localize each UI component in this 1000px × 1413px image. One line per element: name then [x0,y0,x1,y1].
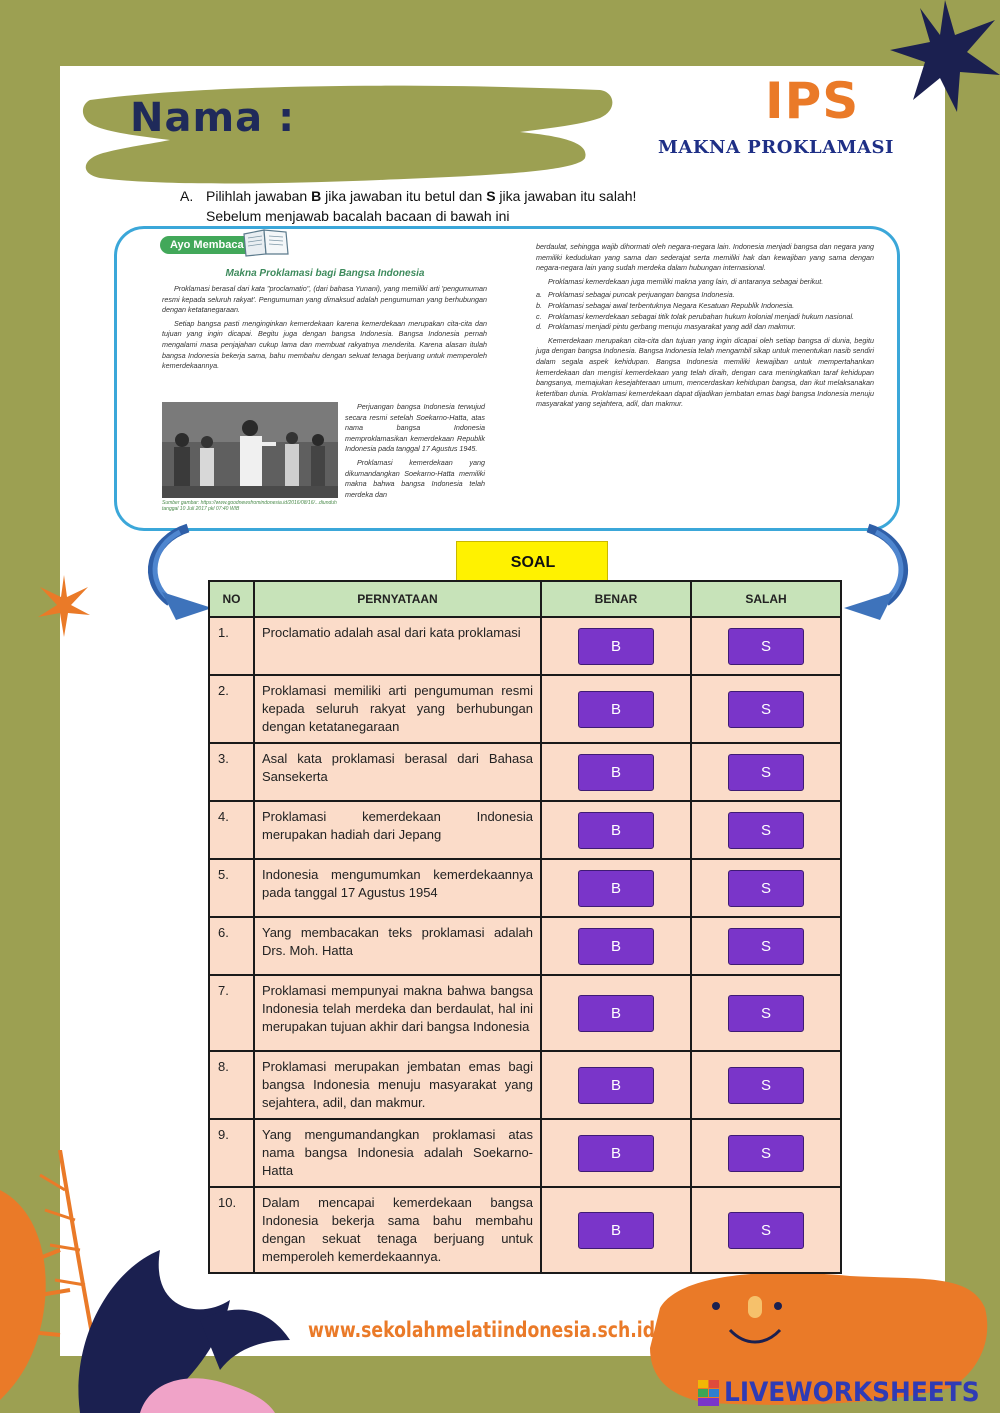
table-row [209,743,841,801]
reading-list-item [536,312,874,323]
salah-cell [691,1051,841,1119]
row-number: 10. [209,1187,254,1273]
liveworksheets-brand[interactable]: LIVEWORKSHEETS [724,1377,980,1408]
reading-paragraph: Proklamasi kemerdekaan yang dikumandangkan Soekarno-Hatta memiliki makna bahwa bangsa Indonesia telah merdeka dan [345,457,485,499]
list-key: c. [536,311,542,321]
row-statement: Proklamasi kemerdekaan Indonesia merupakan hadiah dari Jepang [254,801,541,859]
benar-button[interactable]: B [578,691,654,728]
orange-star-decoration-icon [38,575,90,637]
table-row [209,1051,841,1119]
table-row [209,1119,841,1187]
reading-column-2 [536,242,874,413]
salah-button[interactable]: S [728,928,804,965]
header-benar: BENAR [541,581,691,617]
salah-cell [691,675,841,743]
photo-caption: Sumber gambar: https://www.goodnewsfromindonesia.id/2016/08/16/...diunduh tanggal 10 Juli 2017 pkl 07:40 WIB [162,500,337,512]
row-number: 9. [209,1119,254,1187]
website-link: www.sekolahmelatiindonesia.sch.id [308,1318,656,1342]
salah-cell [691,917,841,975]
salah-button[interactable]: S [728,1212,804,1249]
table-row [209,859,841,917]
table-row [209,1187,841,1273]
instruction-text: jika jawaban itu betul dan [321,188,487,204]
row-number: 3. [209,743,254,801]
proklamasi-photo [162,402,338,498]
benar-cell [541,1187,691,1273]
row-statement: Proklamasi merupakan jembatan emas bagi bangsa Indonesia menuju masyarakat yang sejahtera, adil, dan makmur. [254,1051,541,1119]
benar-cell [541,917,691,975]
reading-list-item [536,290,874,301]
salah-cell [691,743,841,801]
curved-arrow-right-icon [836,520,916,620]
benar-cell [541,675,691,743]
salah-cell [691,859,841,917]
reading-list-item [536,322,874,333]
book-icon [240,228,292,258]
instruction-line-2: Sebelum menjawab bacalah bacaan di bawah ini [206,208,510,224]
row-number: 1. [209,617,254,675]
benar-button[interactable]: B [578,812,654,849]
benar-button[interactable]: B [578,1212,654,1249]
salah-cell [691,801,841,859]
benar-button[interactable]: B [578,870,654,907]
table-row [209,917,841,975]
row-statement: Indonesia mengumumkan kemerdekaannya pada tanggal 17 Agustus 1954 [254,859,541,917]
table-row [209,801,841,859]
salah-cell [691,1187,841,1273]
liveworksheets-logo-icon [698,1380,720,1406]
benar-cell [541,617,691,675]
benar-cell [541,859,691,917]
salah-button[interactable]: S [728,870,804,907]
header-pernyataan: PERNYATAAN [254,581,541,617]
reading-column-1 [162,284,487,375]
salah-button[interactable]: S [728,1135,804,1172]
salah-button[interactable]: S [728,1067,804,1104]
reading-paragraph: berdaulat, sehingga wajib dihormati oleh negara-negara lain. Indonesia menjadi bangsa dan negara yang memiliki kedudukan yang sama dan sederajat serta memiliki hak dan kewajiban yang sama dengan negara-negara lain yang sudah merdeka dalam hubungan internasional. [536,242,874,273]
list-key: d. [536,322,542,332]
row-number: 8. [209,1051,254,1119]
row-statement: Proklamasi memiliki arti pengumuman resmi kepada seluruh rakyat yang berhubungan dengan ketatanegaraan [254,675,541,743]
instruction [180,186,636,226]
reading-paragraph: Kemerdekaan merupakan cita-cita dan tujuan yang ingin dicapai oleh setiap bangsa di dunia, begitu juga dengan bangsa Indonesia. Bangsa Indonesia telah mengambil sikap untuk menentukan nasib sendiri dalam segala aspek kehidupan. Bangsa Indonesia memiliki kewajiban untuk mempertahankan kemerdekaan dan mengisi kemerdekaan yang telah diraih, dengan cara meningkatkan taraf kehidupan bangsanya, memajukan kesejahteraan umum, mencerdaskan kehidupan bangsa, dan ikut melaksanakan ketertiban dunia. Proklamasi kemerdekaan dapat dijadikan jembatan emas bagi bangsa Indonesia menuju masyarakat yang sejahtera, adil, dan makmur. [536,335,874,409]
instruction-line-1 [180,186,636,206]
table-header-row [209,581,841,617]
list-text: Proklamasi sebagai awal terbentuknya Negara Kesatuan Republik Indonesia. [548,300,795,310]
benar-cell [541,1051,691,1119]
row-number: 7. [209,975,254,1051]
list-key: b. [536,300,542,310]
row-number: 2. [209,675,254,743]
benar-cell [541,743,691,801]
row-statement: Asal kata proklamasi berasal dari Bahasa Sansekerta [254,743,541,801]
row-statement: Yang mengumandangkan proklamasi atas nama bangsa Indonesia adalah Soekarno-Hatta [254,1119,541,1187]
reading-paragraph: Setiap bangsa pasti menginginkan kemerdekaan karena kemerdekaan merupakan cita-cita dan tujuan yang ingin dicapai. Begitu juga dengan bangsa Indonesia. Bangsa Indonesia pernah mengalami masa penjajahan cukup lama dan membuat rakyatnya menderita. Karena alasan itulah bangsa Indonesia bekerja sama, bahu membahu dengan sekuat tenaga berjuang untuk memperoleh kemerdekaannya. [162,318,487,371]
instruction-b: B [311,188,322,204]
photo-illustration [162,402,338,498]
reading-title: Makna Proklamasi bagi Bangsa Indonesia [225,268,425,279]
row-number: 6. [209,917,254,975]
topic-title: MAKNA PROKLAMASI [658,137,894,158]
salah-button[interactable]: S [728,812,804,849]
benar-button[interactable]: B [578,928,654,965]
soal-label-tag [456,541,608,583]
benar-button[interactable]: B [578,628,654,665]
row-number: 4. [209,801,254,859]
row-statement: Yang membacakan teks proklamasi adalah Drs. Moh. Hatta [254,917,541,975]
salah-button[interactable]: S [728,628,804,665]
list-key: a. [536,290,542,300]
benar-cell [541,1119,691,1187]
list-text: Proklamasi menjadi pintu gerbang menuju masyarakat yang adil dan makmur. [548,322,796,332]
instruction-text: Pilihlah jawaban [206,188,312,204]
reading-paragraph: Proklamasi berasal dari kata "proclamatio", (dari bahasa Yunani), yang memiliki arti 'pengumuman resmi kepada seluruh rakyat'. Pengumuman yang dimaksud adalah pengumuman yang berhubungan dengan ketatanegaraan. [162,284,487,315]
list-text: Proklamasi sebagai puncak perjuangan bangsa Indonesia. [548,290,735,300]
header-no: NO [209,581,254,617]
instruction-s: S [486,188,496,204]
salah-button[interactable]: S [728,995,804,1032]
row-statement: Proklamasi mempunyai makna bahwa bangsa Indonesia telah merdeka dan berdaulat, hal ini merupakan tujuan akhir dari bangsa Indonesia [254,975,541,1051]
reading-paragraph: Proklamasi kemerdekaan juga memiliki makna yang lain, di antaranya sebagai berikut. [548,276,824,286]
row-statement: Dalam mencapai kemerdekaan bangsa Indonesia bekerja sama bahu membahu dengan sekuat tenaga berjuang untuk memperoleh kemerdekaannya. [254,1187,541,1273]
row-number: 5. [209,859,254,917]
question-table [208,580,842,1274]
reading-list-item [536,301,874,312]
salah-button[interactable]: S [728,691,804,728]
salah-cell [691,975,841,1051]
table-row [209,617,841,675]
soal-label: SOAL [510,554,556,571]
instruction-text: jika jawaban itu salah! [495,188,637,204]
salah-cell [691,617,841,675]
benar-cell [541,801,691,859]
star-decoration-icon [885,0,1000,115]
subject-title: IPS [765,72,860,130]
header-salah: SALAH [691,581,841,617]
table-row [209,675,841,743]
reading-column-1b [345,402,485,503]
name-label: Nama : [130,95,296,141]
table-row [209,975,841,1051]
list-text: Proklamasi kemerdekaan sebagai titik tolak perubahan hukum kolonial menjadi hukum nasional. [548,311,855,321]
salah-button[interactable]: S [728,754,804,791]
instruction-letter: A. [180,188,194,204]
row-statement: Proclamatio adalah asal dari kata proklamasi [254,617,541,675]
ayo-membaca-badge: Ayo Membaca [160,236,254,254]
benar-button[interactable]: B [578,995,654,1032]
salah-cell [691,1119,841,1187]
benar-cell [541,975,691,1051]
reading-paragraph: Perjuangan bangsa Indonesia terwujud secara resmi setelah Soekarno-Hatta, atas nama bangsa Indonesia memproklamasikan kemerdekaan Republik Indonesia pada tanggal 17 Agustus 1945. [345,402,485,454]
benar-button[interactable]: B [578,754,654,791]
benar-button[interactable]: B [578,1135,654,1172]
benar-button[interactable]: B [578,1067,654,1104]
